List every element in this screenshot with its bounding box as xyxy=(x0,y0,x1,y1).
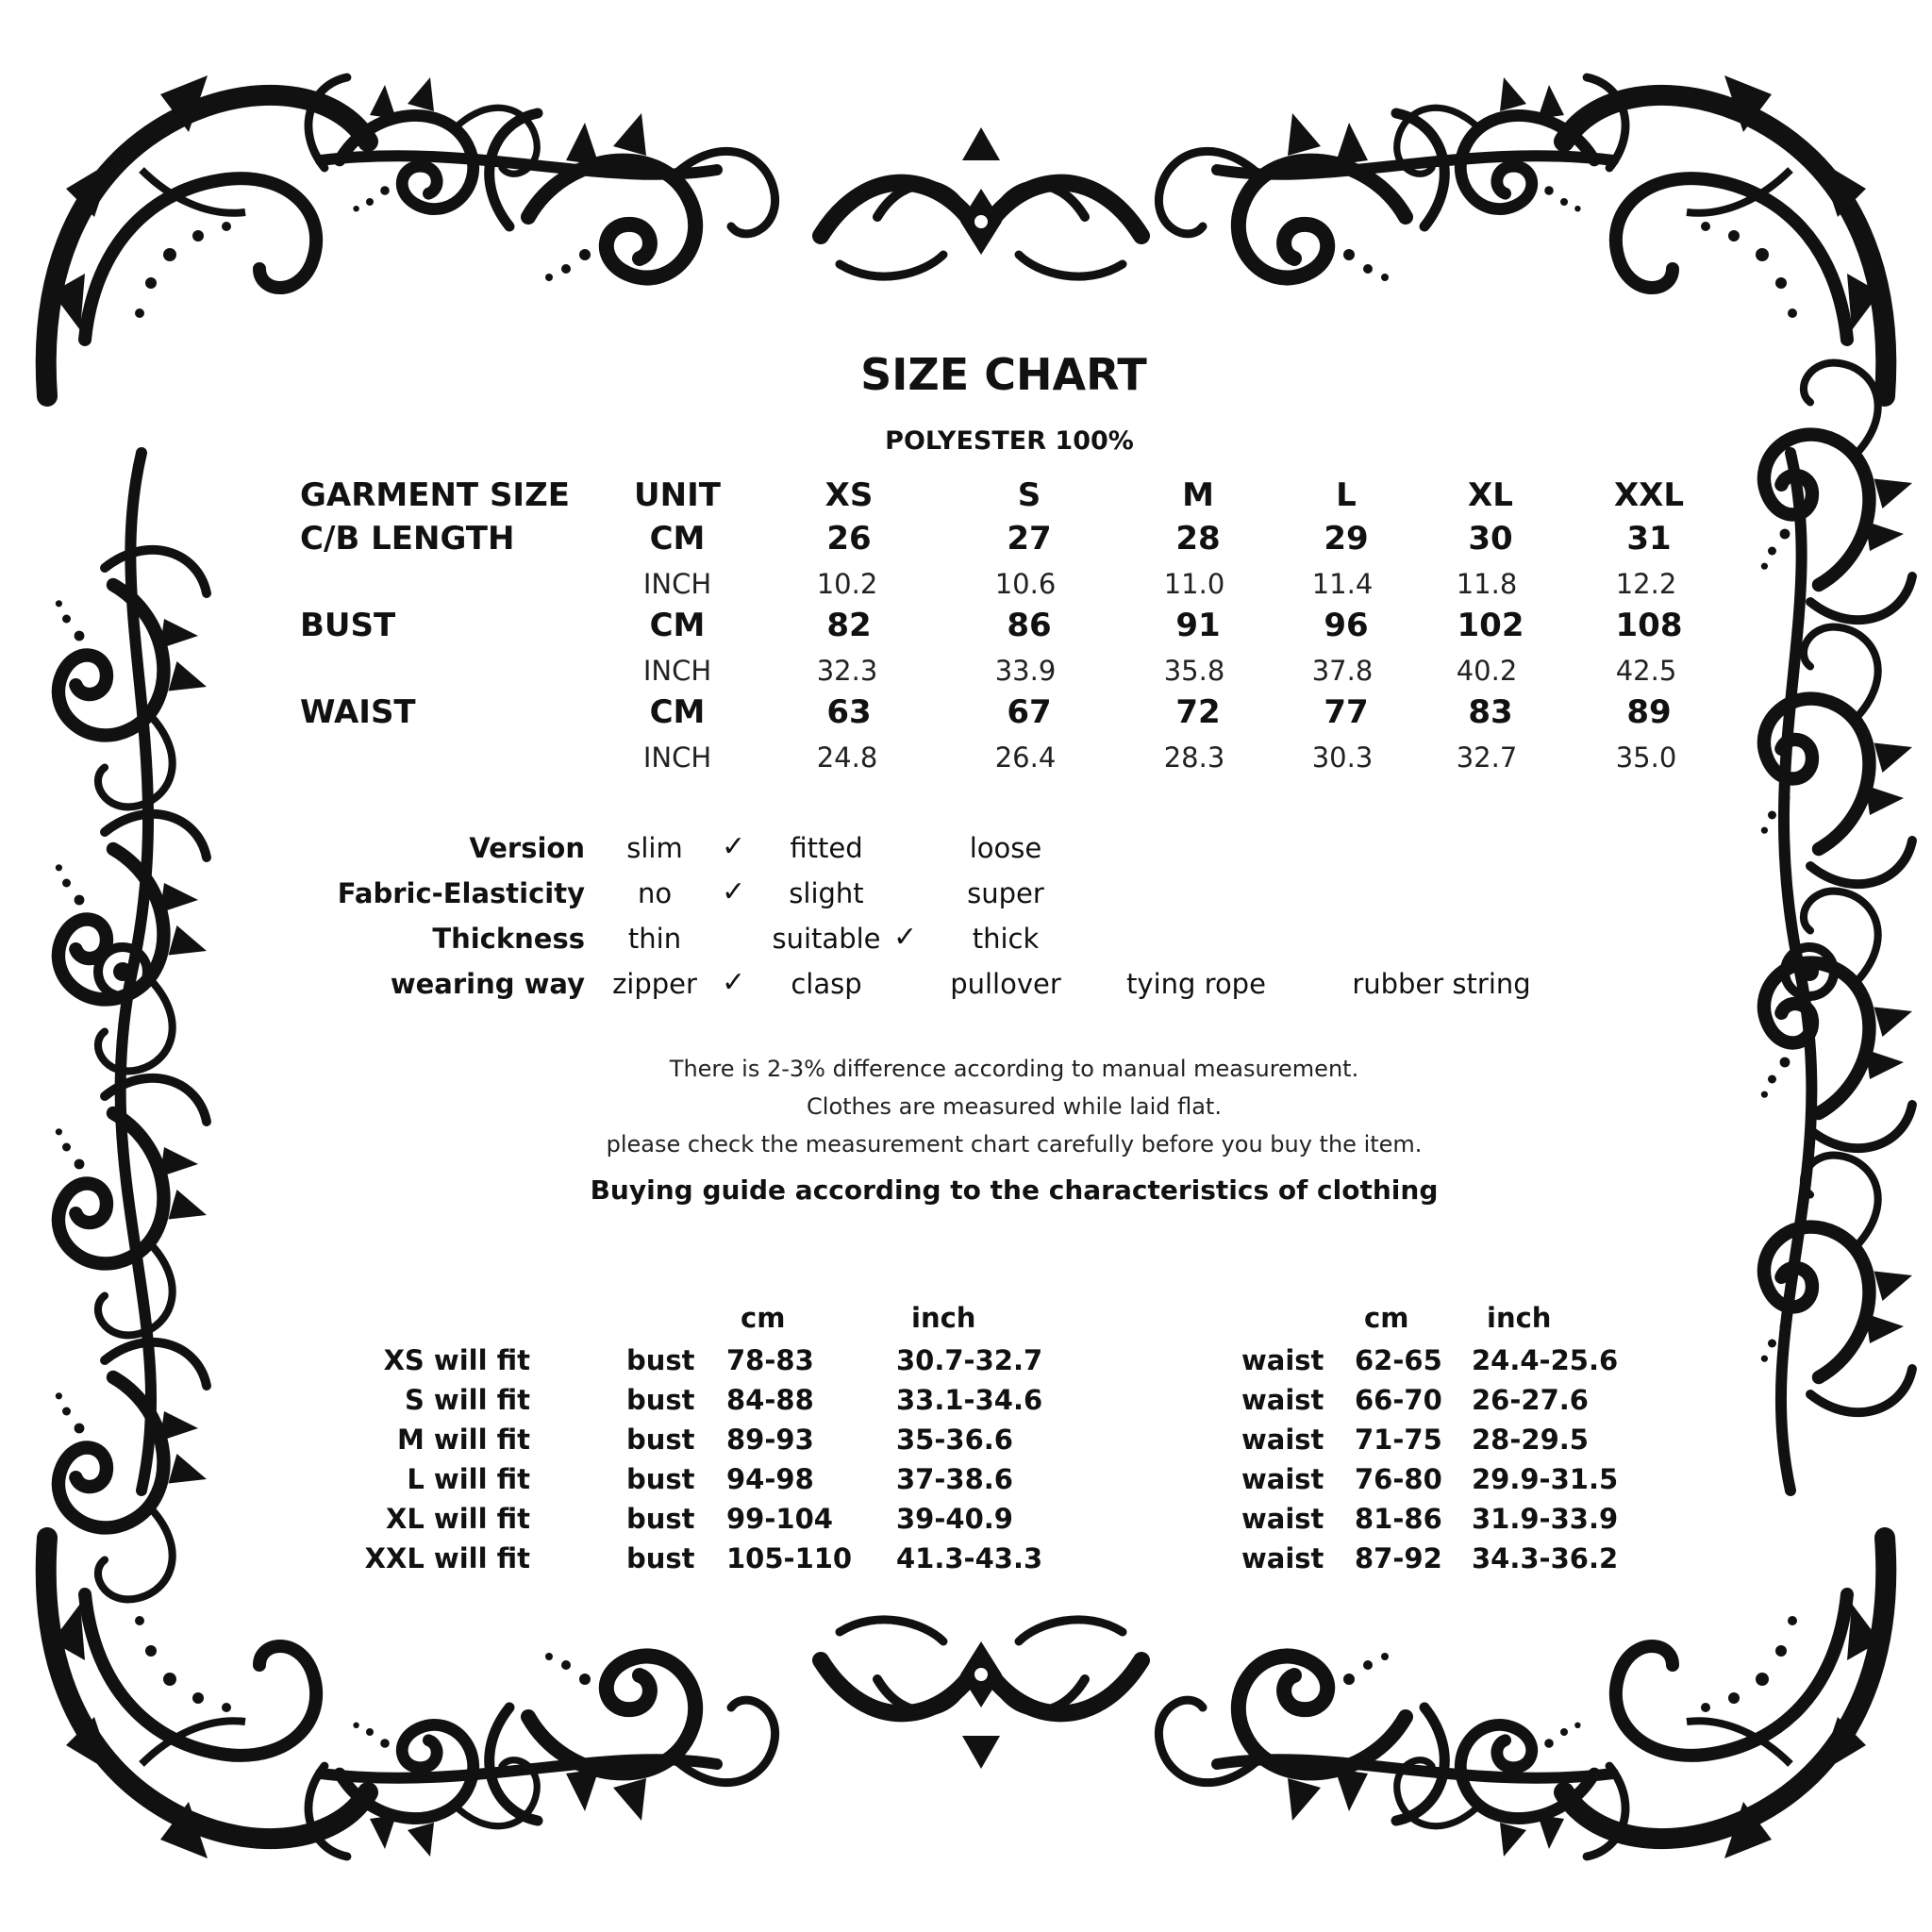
fit-waist-inch: 29.9-31.5 xyxy=(1472,1463,1619,1495)
fit-waist-cm: 87-92 xyxy=(1355,1542,1442,1574)
table-cell: 10.2 xyxy=(816,568,878,600)
fit-bust-cm: 78-83 xyxy=(726,1344,814,1376)
fit-waist-label: waist xyxy=(1241,1542,1324,1574)
size-header-s: S xyxy=(1017,476,1041,514)
table-cell: 27 xyxy=(1007,520,1052,558)
note-line: please check the measurement chart carefully before you buy the item. xyxy=(606,1131,1423,1158)
fit-waist-inch: 26-27.6 xyxy=(1472,1384,1589,1416)
check-icon: ✓ xyxy=(722,875,746,908)
fit-row-label: XS will fit xyxy=(383,1344,530,1376)
note-line: Clothes are measured while laid flat. xyxy=(807,1093,1222,1120)
table-cell: 35.0 xyxy=(1615,741,1677,774)
attr-option: zipper xyxy=(612,968,697,1000)
table-cell: 40.2 xyxy=(1456,655,1518,687)
note-line: There is 2-3% difference according to manual measurement. xyxy=(669,1056,1359,1082)
attr-option: loose xyxy=(969,832,1042,864)
table-cell: 32.7 xyxy=(1456,741,1518,774)
attr-option: no xyxy=(637,877,673,909)
attr-option: rubber string xyxy=(1352,968,1531,1000)
fit-row-label: L will fit xyxy=(407,1463,530,1495)
attr-option: pullover xyxy=(950,968,1061,1000)
table-cell: 102 xyxy=(1457,607,1524,644)
fit-bust-cm: 89-93 xyxy=(726,1424,814,1456)
fit-waist-label: waist xyxy=(1241,1463,1324,1495)
table-cell: 29 xyxy=(1324,520,1369,558)
attr-option: slight xyxy=(789,877,864,909)
unit-cm: CM xyxy=(649,520,706,558)
fit-bust-inch: 37-38.6 xyxy=(896,1463,1013,1495)
fit-row-label: S will fit xyxy=(404,1384,530,1416)
table-cell: 42.5 xyxy=(1615,655,1677,687)
size-header-l: L xyxy=(1336,476,1357,514)
fit-inch-header: inch xyxy=(911,1302,976,1334)
table-cell: 31 xyxy=(1626,520,1672,558)
table-cell: 26 xyxy=(826,520,872,558)
attr-option: thin xyxy=(627,923,682,955)
size-header-xl: XL xyxy=(1468,476,1513,514)
table-cell: 32.3 xyxy=(816,655,878,687)
fit-bust-inch: 30.7-32.7 xyxy=(896,1344,1043,1376)
fit-bust-label: bust xyxy=(626,1503,695,1535)
unit-header: UNIT xyxy=(634,476,721,514)
unit-inch: INCH xyxy=(642,655,712,687)
fit-bust-cm: 94-98 xyxy=(726,1463,814,1495)
table-cell: 96 xyxy=(1324,607,1369,644)
table-cell: 30 xyxy=(1468,520,1513,558)
fit-row-label: M will fit xyxy=(396,1424,530,1456)
table-cell: 83 xyxy=(1468,693,1513,731)
table-cell: 72 xyxy=(1175,693,1221,731)
fit-waist-inch: 31.9-33.9 xyxy=(1472,1503,1619,1535)
fit-bust-inch: 41.3-43.3 xyxy=(896,1542,1043,1574)
fit-row-label: XXL will fit xyxy=(364,1542,530,1574)
table-cell: 11.4 xyxy=(1311,568,1374,600)
fit-bust-label: bust xyxy=(626,1463,695,1495)
table-cell: 63 xyxy=(826,693,872,731)
attr-option: clasp xyxy=(791,968,862,1000)
unit-inch: INCH xyxy=(642,741,712,774)
fit-waist-inch: 28-29.5 xyxy=(1472,1424,1589,1456)
fit-bust-label: bust xyxy=(626,1424,695,1456)
fit-inch-header: inch xyxy=(1487,1302,1552,1334)
buying-guide-title: Buying guide according to the characteristics of clothing xyxy=(590,1174,1439,1206)
size-header-xs: XS xyxy=(824,476,874,514)
table-cell: 12.2 xyxy=(1615,568,1677,600)
size-header-m: M xyxy=(1182,476,1214,514)
table-cell: 10.6 xyxy=(994,568,1057,600)
attr-option: super xyxy=(967,877,1044,909)
table-cell: 28.3 xyxy=(1163,741,1225,774)
table-cell: 37.8 xyxy=(1311,655,1374,687)
fit-waist-cm: 62-65 xyxy=(1355,1344,1442,1376)
table-cell: 108 xyxy=(1615,607,1683,644)
table-cell: 30.3 xyxy=(1311,741,1374,774)
garment-size-label: GARMENT SIZE xyxy=(300,476,570,514)
fit-waist-cm: 66-70 xyxy=(1355,1384,1442,1416)
check-icon: ✓ xyxy=(722,966,746,999)
fit-bust-cm: 99-104 xyxy=(726,1503,833,1535)
fit-cm-header: cm xyxy=(741,1302,786,1334)
attr-label-wearing-way: wearing way xyxy=(390,968,585,1000)
fit-waist-label: waist xyxy=(1241,1424,1324,1456)
table-cell: 91 xyxy=(1175,607,1221,644)
fit-waist-inch: 24.4-25.6 xyxy=(1472,1344,1619,1376)
row-label-waist: WAIST xyxy=(300,693,416,731)
fit-waist-cm: 81-86 xyxy=(1355,1503,1442,1535)
table-cell: 89 xyxy=(1626,693,1672,731)
table-cell: 11.8 xyxy=(1456,568,1518,600)
fit-bust-cm: 105-110 xyxy=(726,1542,853,1574)
unit-inch: INCH xyxy=(642,568,712,600)
fit-waist-cm: 71-75 xyxy=(1355,1424,1442,1456)
attr-option: thick xyxy=(972,923,1040,955)
row-label-cb-length: C/B LENGTH xyxy=(300,520,515,558)
fit-bust-label: bust xyxy=(626,1384,695,1416)
table-cell: 35.8 xyxy=(1163,655,1225,687)
attr-option: suitable xyxy=(772,923,881,955)
fit-bust-label: bust xyxy=(626,1344,695,1376)
table-cell: 67 xyxy=(1007,693,1052,731)
attr-label-version: Version xyxy=(469,832,585,864)
fit-waist-label: waist xyxy=(1241,1384,1324,1416)
attr-label-fabric-elasticity: Fabric-Elasticity xyxy=(337,877,585,909)
attr-label-thickness: Thickness xyxy=(432,923,585,955)
table-cell: 33.9 xyxy=(994,655,1057,687)
fit-waist-cm: 76-80 xyxy=(1355,1463,1442,1495)
fit-bust-inch: 39-40.9 xyxy=(896,1503,1013,1535)
table-cell: 77 xyxy=(1324,693,1369,731)
attr-option: slim xyxy=(626,832,683,864)
unit-cm: CM xyxy=(649,607,706,644)
table-cell: 82 xyxy=(826,607,872,644)
fit-bust-label: bust xyxy=(626,1542,695,1574)
page-title: SIZE CHART xyxy=(860,349,1147,400)
row-label-bust: BUST xyxy=(300,607,396,644)
fit-cm-header: cm xyxy=(1364,1302,1409,1334)
table-cell: 86 xyxy=(1007,607,1052,644)
fit-row-label: XL will fit xyxy=(385,1503,530,1535)
size-header-xxl: XXL xyxy=(1613,476,1685,514)
table-cell: 26.4 xyxy=(994,741,1057,774)
table-cell: 28 xyxy=(1175,520,1221,558)
fit-waist-label: waist xyxy=(1241,1503,1324,1535)
fit-waist-label: waist xyxy=(1241,1344,1324,1376)
fit-bust-cm: 84-88 xyxy=(726,1384,814,1416)
table-cell: 24.8 xyxy=(816,741,878,774)
table-cell: 11.0 xyxy=(1163,568,1225,600)
check-icon: ✓ xyxy=(722,830,746,863)
unit-cm: CM xyxy=(649,693,706,731)
check-icon: ✓ xyxy=(893,921,918,954)
attr-option: fitted xyxy=(790,832,863,864)
fit-bust-inch: 33.1-34.6 xyxy=(896,1384,1043,1416)
attr-option: tying rope xyxy=(1126,968,1266,1000)
fit-bust-inch: 35-36.6 xyxy=(896,1424,1013,1456)
fit-waist-inch: 34.3-36.2 xyxy=(1472,1542,1619,1574)
material-subtitle: POLYESTER 100% xyxy=(885,426,1134,456)
